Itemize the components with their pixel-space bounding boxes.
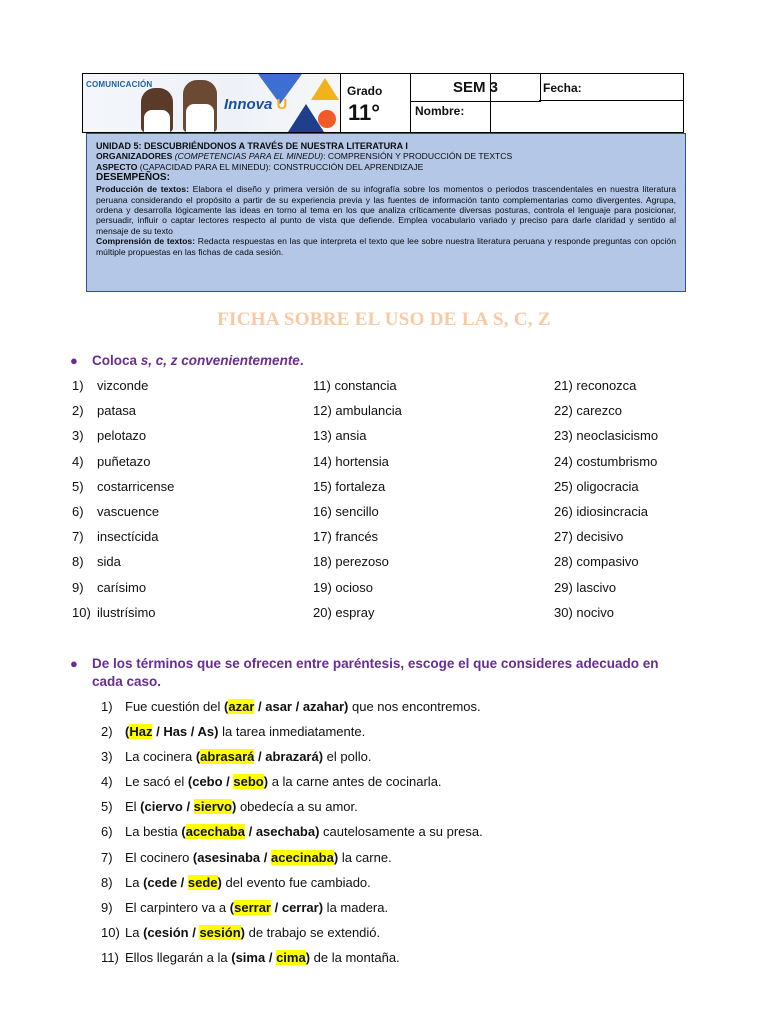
word-text: francés (335, 529, 379, 545)
word-item (72, 502, 174, 527)
word-item (554, 401, 658, 426)
bullet-dot-icon: ● (70, 656, 78, 671)
comprension-text: Redacta respuestas en las que interpreta el texto que lee sobre nuestra literatura peruana y responde preguntas con opción múltiple propuestas en las fichas de cada sesión. (96, 236, 676, 257)
choice-option-highlighted: sede (187, 874, 218, 890)
word-text: patasa (97, 403, 137, 419)
word-text: sencillo (335, 503, 379, 519)
word-number: 11) (313, 378, 331, 393)
choice-item (101, 873, 483, 898)
word-item (313, 477, 402, 502)
choice-option-highlighted: sesión (199, 924, 241, 940)
choice-item (101, 948, 483, 973)
section1-instruction-text (92, 353, 304, 368)
word-text: vizconde (97, 378, 149, 393)
produccion-label: Producción de textos: (96, 184, 189, 195)
logo-decoration-triangle (311, 78, 339, 100)
choice-item (101, 822, 483, 847)
logo-brand-u: U (276, 96, 288, 113)
word-number: 4) (72, 453, 84, 469)
word-text: ambulancia (335, 403, 402, 419)
word-item (72, 401, 174, 426)
choice-option-highlighted: Haz (129, 724, 153, 740)
choice-option-highlighted: azar (228, 699, 255, 714)
choice-suffix: que nos encontremos. (348, 699, 481, 714)
word-number: 24) (554, 453, 573, 469)
organizadores-text: : COMPRENSIÓN Y PRODUCCIÓN DE TEXTCS (323, 151, 513, 162)
choice-options: (serrar / cerrar) (229, 899, 324, 915)
choice-options: (asesinaba / acecinaba) (192, 849, 339, 865)
word-item (313, 452, 402, 477)
word-number: 3) (72, 428, 84, 444)
word-number: 15) (313, 478, 332, 494)
word-text: hortensia (335, 453, 389, 469)
word-item (72, 578, 174, 603)
aspecto-text: (CAPACIDAD PARA EL MINEDU): CONSTRUCCIÓN DEL APRENDIZAJE (139, 161, 424, 172)
choice-number: 4) (101, 774, 113, 790)
choice-number: 6) (101, 824, 113, 840)
choice-prefix: La (125, 874, 144, 890)
choice-option: abrazará (265, 749, 319, 765)
comprension-label: Comprensión de textos: (96, 236, 196, 247)
word-text: idiosincracia (576, 503, 648, 519)
page-title: FICHA SOBRE EL USO DE LA S, C, Z (217, 309, 551, 330)
word-item (313, 603, 402, 628)
choice-options: (acechaba / asechaba) (181, 824, 320, 840)
instruction-pre: Coloca (92, 353, 141, 368)
word-number: 22) (554, 403, 573, 419)
choice-suffix: del evento fue cambiado. (221, 874, 371, 890)
choice-options: (cebo / sebo) (187, 774, 269, 790)
choice-number: 9) (101, 899, 113, 915)
word-number: 25) (554, 478, 573, 494)
unit-info-box (86, 133, 686, 292)
word-item (554, 527, 658, 552)
choice-option-highlighted: acecinaba (270, 849, 334, 865)
word-text: perezoso (335, 554, 389, 570)
word-text: espray (335, 604, 375, 620)
choice-options: (ciervo / siervo) (140, 799, 237, 815)
instruction-post: . (299, 353, 304, 368)
choice-number: 1) (101, 699, 113, 714)
word-text: carezco (576, 403, 622, 419)
choice-prefix: La bestia (125, 824, 182, 840)
word-text: costumbrismo (576, 453, 658, 469)
choice-number: 8) (101, 874, 113, 890)
choice-option: cede (147, 874, 178, 890)
word-item (313, 401, 402, 426)
word-item (313, 578, 402, 603)
choice-number: 2) (101, 724, 113, 740)
word-column-3 (554, 376, 658, 628)
word-item (313, 376, 402, 401)
choice-list (101, 697, 483, 973)
organizadores-label: ORGANIZADORES (96, 151, 173, 162)
header-logo-banner (83, 74, 341, 132)
word-text: ilustrísimo (97, 604, 156, 620)
word-text: compasivo (576, 554, 639, 570)
word-text: fortaleza (335, 478, 386, 494)
choice-item (101, 722, 483, 747)
logo-subject-label: COMUNICACIÓN (86, 80, 153, 89)
choice-option: asesinaba (197, 849, 261, 865)
word-item (313, 527, 402, 552)
choice-suffix: la carne. (338, 849, 392, 865)
bullet-dot-icon: ● (70, 353, 78, 368)
grado-value: 11° (348, 100, 381, 125)
choice-item (101, 898, 483, 923)
choice-options: (Haz / Has / As) (125, 724, 219, 740)
word-item (72, 426, 174, 451)
produccion-text: Elabora el diseño y primera versión de su infografía sobre los momentos o periodos trascendentales en nuestra literatura peruana considerando el propósito a partir de su experiencia previa y las fuentes de información tanto complementarias como divergentes. Agrupa, ordena y desarrolla lógicamente las ideas en torno al tema en los que analiza críticamente diversas posturas, controla el lenguaje para posicionar, persuadir, influir o captar lectores respecto al punto de vista que defiende. Emplea vocabulario variado y preciso para darle claridad y sentido al mensaje de su texto (96, 184, 676, 236)
word-text: carísimo (97, 579, 147, 595)
choice-options: (azar / asar / azahar) (224, 699, 349, 714)
choice-option: asar (265, 699, 292, 714)
choice-options: (sima / cima) (231, 949, 311, 965)
word-text: oligocracia (576, 478, 639, 494)
choice-options: (cede / sede) (143, 874, 222, 890)
aspecto-label: ASPECTO (96, 161, 138, 172)
aspecto-line (96, 162, 676, 172)
instruction-em: s, c, z convenientemente (140, 353, 300, 368)
choice-option-highlighted: cima (276, 949, 306, 965)
word-item (72, 552, 174, 577)
organizadores-italic: (COMPETENCIAS PARA EL MINEDU) (174, 151, 324, 162)
choice-option: As (197, 724, 215, 740)
word-item (554, 452, 658, 477)
choice-option: sima (235, 949, 266, 965)
choice-number: 3) (101, 749, 113, 765)
choice-suffix: obedecía a su amor. (236, 799, 358, 815)
choice-suffix: la tarea inmediatamente. (218, 724, 366, 740)
choice-option: Has (163, 724, 188, 740)
choice-item (101, 747, 483, 772)
choice-suffix: la madera. (323, 899, 389, 915)
student-photo-boy (183, 80, 217, 132)
header-table (82, 73, 684, 133)
choice-number: 10) (101, 924, 120, 940)
choice-item (101, 697, 483, 722)
word-number: 12) (313, 403, 332, 419)
word-number: 2) (72, 403, 84, 419)
choice-option: azahar (302, 699, 345, 714)
logo-brand-text: Innova (224, 96, 273, 113)
word-item (72, 376, 174, 401)
word-item (554, 603, 658, 628)
choice-suffix: de trabajo se extendió. (244, 924, 381, 940)
choice-prefix: El (125, 799, 141, 815)
grado-label: Grado (347, 84, 383, 98)
word-item (554, 552, 658, 577)
word-text: ansia (335, 428, 367, 444)
word-number: 18) (313, 554, 332, 570)
word-number: 5) (72, 478, 84, 494)
desempenos-heading: DESEMPEÑOS: (96, 172, 170, 184)
fecha-field[interactable]: Fecha: (539, 74, 683, 101)
nombre-field[interactable]: Nombre: (410, 101, 683, 132)
word-number: 16) (313, 503, 332, 519)
word-item (72, 527, 174, 552)
word-number: 10) (72, 604, 91, 620)
choice-number: 11) (101, 949, 119, 965)
choice-option-highlighted: acechaba (185, 824, 245, 840)
word-text: sida (97, 554, 121, 570)
sem-cell: SEM 3 (410, 74, 541, 102)
choice-options: (cesión / sesión) (143, 924, 245, 940)
choice-item (101, 772, 483, 797)
choice-item (101, 848, 483, 873)
choice-prefix: La cocinera (125, 749, 196, 765)
word-item (554, 502, 658, 527)
word-number: 6) (72, 503, 84, 519)
unit-title: UNIDAD 5: DESCUBRIÉNDONOS A TRAVÉS DE NUESTRA LITERATURA I (96, 141, 408, 151)
organizadores-line (96, 151, 676, 161)
word-text: costarricense (97, 478, 175, 494)
word-text: vascuence (97, 503, 160, 519)
word-number: 26) (554, 503, 573, 519)
word-column-2 (313, 376, 402, 628)
choice-item (101, 923, 483, 948)
word-item (554, 477, 658, 502)
choice-option: cebo (192, 774, 223, 790)
word-item (72, 452, 174, 477)
choice-option-highlighted: sebo (233, 774, 264, 790)
word-item (313, 552, 402, 577)
word-number: 7) (72, 529, 84, 545)
word-item (554, 578, 658, 603)
choice-option: ciervo (144, 799, 183, 815)
choice-prefix: El carpintero va a (125, 899, 230, 915)
choice-option: cerrar (281, 899, 319, 915)
choice-option-highlighted: abrasará (200, 749, 255, 765)
comprension-paragraph (96, 236, 676, 257)
word-item (554, 426, 658, 451)
word-item (313, 502, 402, 527)
choice-option-highlighted: siervo (193, 799, 232, 815)
word-text: lascivo (576, 579, 617, 595)
word-number: 9) (72, 579, 84, 595)
choice-option-highlighted: serrar (234, 899, 271, 915)
choice-suffix: de la montaña. (310, 949, 400, 965)
choice-option: asechaba (255, 824, 316, 840)
word-number: 8) (72, 554, 84, 570)
section2-instruction-text: De los términos que se ofrecen entre paréntesis, escoge el que consideres adecuado en cada caso. (92, 656, 659, 689)
word-text: reconozca (576, 378, 637, 393)
word-text: nocivo (576, 604, 614, 620)
logo-decoration-circle (318, 110, 336, 128)
logo-brand (224, 96, 287, 113)
word-column-1 (72, 376, 174, 628)
choice-suffix: el pollo. (323, 749, 372, 765)
choice-number: 5) (101, 799, 113, 815)
word-number: 14) (313, 453, 332, 469)
word-number: 28) (554, 554, 573, 570)
word-number: 29) (554, 579, 573, 595)
word-number: 17) (313, 529, 332, 545)
word-item (72, 477, 174, 502)
word-text: puñetazo (97, 453, 151, 469)
word-number: 13) (313, 428, 332, 444)
word-item (554, 376, 658, 401)
word-number: 21) (554, 378, 573, 393)
choice-prefix: Fue cuestión del (125, 699, 225, 714)
word-number: 30) (554, 604, 573, 620)
word-text: constancia (334, 378, 397, 393)
word-text: pelotazo (97, 428, 147, 444)
word-item (72, 603, 174, 628)
word-text: ocioso (335, 579, 373, 595)
choice-option: cesión (147, 924, 189, 940)
choice-prefix: Le sacó el (125, 774, 188, 790)
choice-item (101, 797, 483, 822)
choice-suffix: a la carne antes de cocinarla. (268, 774, 442, 790)
choice-prefix: La (125, 924, 144, 940)
word-number: 20) (313, 604, 332, 620)
word-number: 27) (554, 529, 573, 545)
choice-prefix: Ellos llegarán a la (125, 949, 232, 965)
word-text: insectícida (97, 529, 159, 545)
word-text: neoclasicismo (576, 428, 659, 444)
produccion-paragraph (96, 184, 676, 236)
word-number: 23) (554, 428, 573, 444)
choice-number: 7) (101, 849, 113, 865)
choice-options: (abrasará / abrazará) (195, 749, 324, 765)
student-photo-girl (141, 88, 173, 132)
word-item (313, 426, 402, 451)
word-number: 1) (72, 378, 84, 393)
word-text: decisivo (576, 529, 624, 545)
word-number: 19) (313, 579, 332, 595)
choice-suffix: cautelosamente a su presa. (319, 824, 483, 840)
choice-prefix: El cocinero (125, 849, 193, 865)
